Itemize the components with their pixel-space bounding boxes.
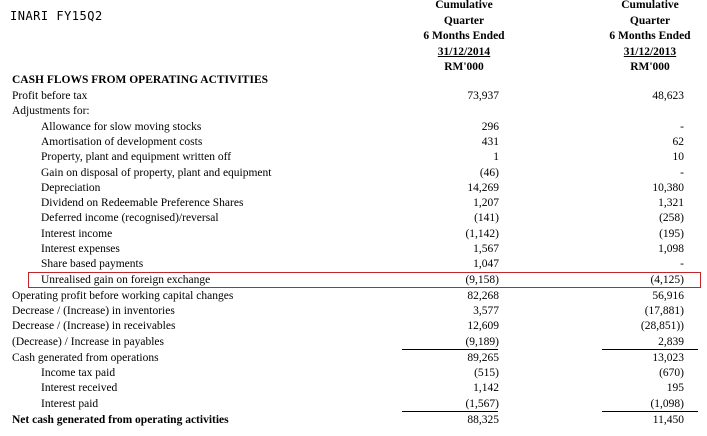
table-row: Interest expenses 1,567 1,098 [41, 243, 684, 255]
column-header-2013: Cumulative Quarter 6 Months Ended 31/12/2013 RM'000 [609, 0, 691, 73]
table-row: (Decrease) / Increase in payables (9,189) 2,839 [12, 336, 684, 348]
table-row: Allowance for slow moving stocks 296 - [41, 121, 684, 133]
subtotal-rule [402, 349, 498, 350]
column-header-2014: Cumulative Quarter 6 Months Ended 31/12/2014 RM'000 [423, 0, 505, 73]
table-row: Gain on disposal of property, plant and equipment (46) - [41, 167, 684, 179]
table-row: Amortisation of development costs 431 62 [41, 136, 684, 148]
table-row: Decrease / (Increase) in receivables 12,609 (28,851)) [12, 320, 684, 332]
total-rule [602, 411, 698, 412]
table-row: Depreciation 14,269 10,380 [41, 182, 684, 194]
table-row: Operating profit before working capital changes 82,268 56,916 [12, 290, 684, 302]
table-row: Interest income (1,142) (195) [41, 228, 684, 240]
table-row: Dividend on Redeemable Preference Shares 1,207 1,321 [41, 197, 684, 209]
document-tag: INARI FY15Q2 [10, 9, 103, 23]
table-row: Deferred income (recognised)/reversal (141) (258) [41, 212, 684, 224]
table-row: Decrease / (Increase) in inventories 3,577 (17,881) [12, 305, 684, 317]
table-row: Cash generated from operations 89,265 13,023 [12, 352, 684, 364]
table-row: Share based payments 1,047 - [41, 258, 684, 270]
table-row: Adjustments for: [12, 105, 90, 117]
table-row: Property, plant and equipment written off 1 10 [41, 151, 684, 163]
subtotal-rule [602, 349, 698, 350]
table-row: Interest received 1,142 195 [41, 382, 684, 394]
table-row: Profit before tax 73,937 48,623 [12, 90, 684, 102]
table-row-total: Net cash generated from operating activities 88,325 11,450 [12, 414, 684, 426]
table-row-highlighted: Unrealised gain on foreign exchange (9,158) (4,125) [41, 274, 684, 286]
table-row: Interest paid (1,567) (1,098) [41, 398, 684, 410]
section-title: CASH FLOWS FROM OPERATING ACTIVITIES [12, 74, 269, 86]
table-row: Income tax paid (515) (670) [41, 367, 684, 379]
total-rule [402, 411, 498, 412]
